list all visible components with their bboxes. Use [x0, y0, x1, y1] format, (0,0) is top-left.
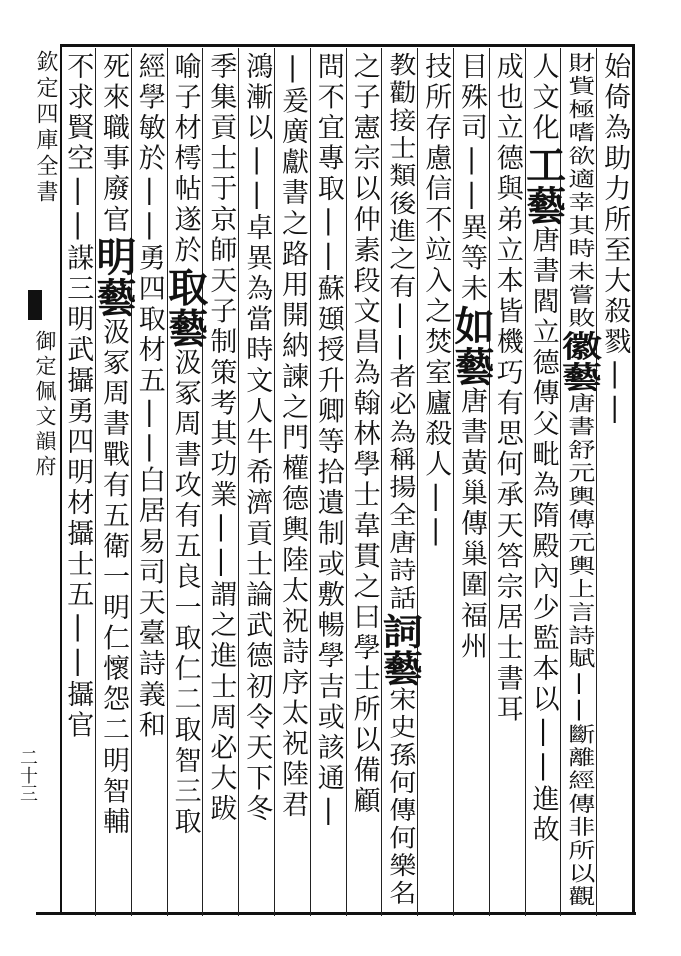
column-annotation: 唐書閻立德傳父毗為隋殿內少監本以||進故 [527, 225, 559, 846]
bottom-border [36, 912, 636, 915]
column-text: 死來職事廢官 [98, 52, 129, 236]
column-text: 目殊司||異等未 [456, 52, 487, 305]
text-column [310, 52, 346, 829]
entry-heading: 明藝 [90, 235, 137, 318]
margin-book-title: 御定佩文韻府 [33, 330, 57, 480]
text-column [90, 52, 137, 838]
column-annotation: 唐書黃巢傳巢圍福州 [456, 386, 487, 663]
column-annotation: 汲冢周書攻有五良一取仁二取智三取 [169, 348, 201, 838]
text-column [448, 52, 495, 663]
text-column [519, 52, 567, 846]
column-text: 問不宜專取||蘇頲授升卿等拾遺制或敷暢學吉或該通| [312, 52, 344, 829]
column-text: 經學敏於|| [133, 52, 165, 244]
column-text: |爰廣獻書之路用開納諫之門權德輿陸太祝詩序太祝陸君 [277, 52, 308, 821]
entry-heading: 取藝 [161, 266, 209, 349]
text-column [202, 52, 238, 825]
entry-heading: 如藝 [448, 304, 495, 387]
column-text: 鴻漸以||卓異為當時文人牛希濟貢士論武德初令天下冬 [241, 52, 273, 825]
text-column [346, 52, 382, 817]
column-text: 教勸接士類後進之有||者必為稱揚全唐詩話 [384, 52, 416, 613]
column-annotation: 謀三明武攝勇四明材攝士五||攝官 [62, 243, 94, 742]
column-annotation: 宋史孫何傳何樂名 [384, 686, 416, 908]
column-annotation: 唐書舒元輿傳元輿上言詩賦||斷離經傳非所以觀 [563, 392, 595, 909]
column-text: 始倚為助力所至大殺戮|| [599, 52, 631, 428]
column-text: 不求賢空|| [62, 52, 94, 244]
text-column [238, 52, 274, 825]
entry-heading: 詞藝 [376, 612, 424, 687]
entry-heading: 徽藝 [555, 330, 603, 393]
text-column [376, 52, 424, 908]
text-column [161, 52, 209, 838]
column-text: 季集貢士于京師天子制策考其功業||謂之進士周必大跋 [205, 52, 237, 825]
column-annotation: 汲冢周書戰有五衛一明仁懷怨二明智輔 [98, 317, 129, 838]
top-border [60, 44, 635, 47]
column-text: 之子憲宗以仲素段文昌為翰林學士韋貫之曰學士所以備顧 [348, 52, 380, 817]
column-annotation: 立德與弟立本皆機巧有思何承天答宗居士書耳 [491, 113, 523, 726]
column-text: 財貲極嗜欲適幸其時未嘗敗 [563, 52, 595, 331]
column-text: 喻子材樗帖遂於 [169, 52, 201, 267]
entry-heading: 工藝 [519, 143, 567, 226]
margin-black-tab [28, 290, 42, 320]
text-column [489, 52, 525, 725]
column-text: 人文化 [527, 52, 559, 144]
margin-top-label: 欽定四庫全書 [33, 50, 58, 206]
column-text: 成也 [491, 52, 523, 114]
folio-number: 二十三 [17, 748, 38, 802]
text-column [417, 52, 453, 550]
column-annotation: 入之焚室廬殺人|| [420, 266, 452, 550]
column-annotation: 勇四取材五||白居易司天臺詩義和 [133, 243, 165, 742]
text-column [59, 52, 95, 741]
column-text: 技所存慮信不竝 [420, 52, 452, 267]
right-border [632, 44, 635, 915]
text-column [131, 52, 167, 741]
text-column [274, 52, 310, 821]
